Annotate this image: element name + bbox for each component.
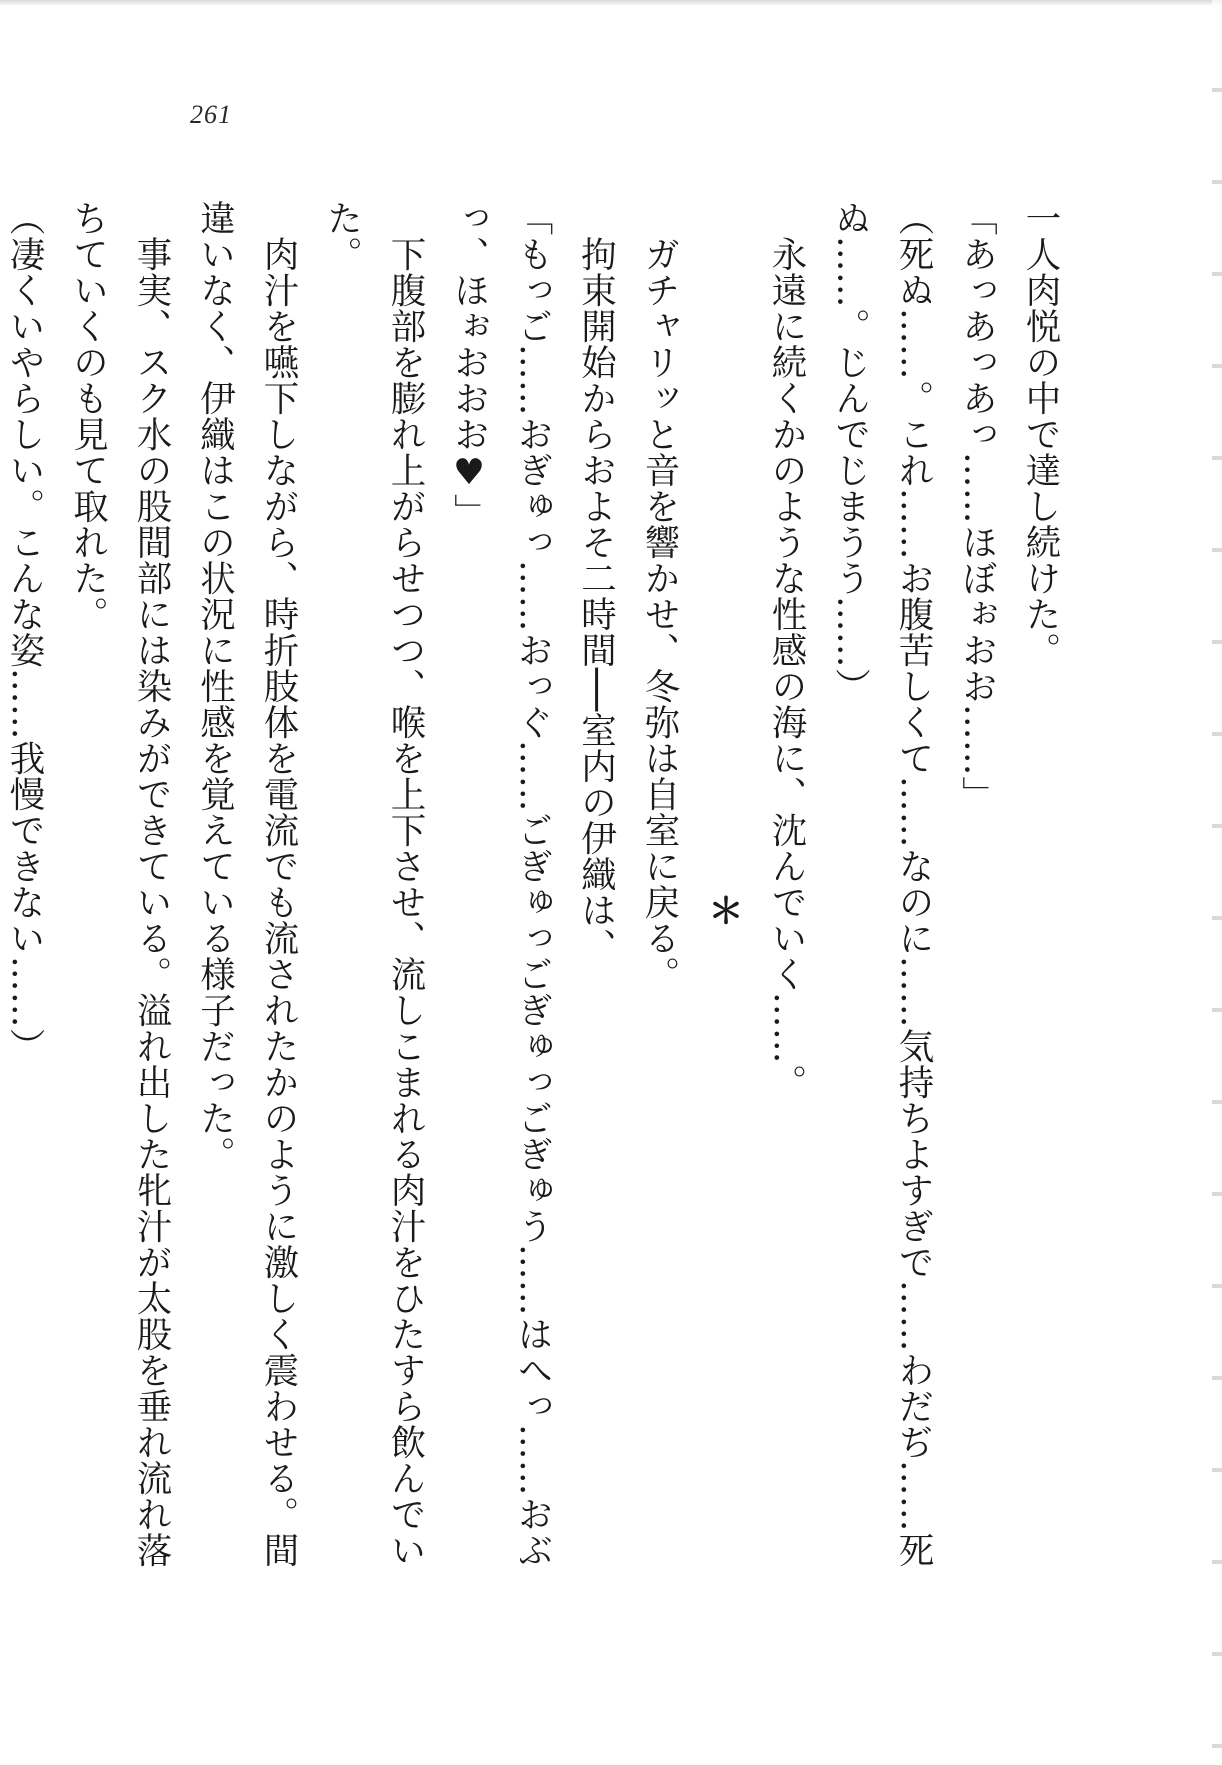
text-line: ちていくのも見て取れた。 xyxy=(67,200,109,632)
text-line: 違いなく、伊織はこの状況に性感を覚えている様子だった。 xyxy=(194,200,236,1172)
text-line: 事実、スク水の股間部には染みができている。溢れ出した牝汁が太股を垂れ流れ落 xyxy=(131,200,172,1568)
top-scan-rule xyxy=(0,0,1222,6)
vertical-text-body xyxy=(0,200,1072,1620)
text-line: っ、ほぉおおお♥」 xyxy=(448,200,490,530)
text-line: 永遠に続くかのような性感の海に、沈んでいく……。 xyxy=(766,200,807,1100)
text-line: ぬ……。じんでじまうう……） xyxy=(829,200,871,704)
right-scan-edge xyxy=(1212,0,1222,1765)
text-line: 肉汁を嚥下しながら、時折肢体を電流でも流されたかのように激しく震わせる。間 xyxy=(258,200,299,1568)
text-line: 「あっあっあっ……ほぼぉおお……」 xyxy=(956,200,998,812)
text-line: 下腹部を膨れ上がらせつつ、喉を上下させ、流しこまれる肉汁をひたすら飲んでい xyxy=(385,200,426,1568)
text-line: （凄くいやらしい。こんな姿……我慢できない……） xyxy=(4,200,45,1064)
text-line: た。 xyxy=(321,200,363,272)
text-line: （死ぬ……。これ……お腹苦しくて……なのに……気持ちよすぎで……わだぢ……死 xyxy=(893,200,934,1568)
text-line: 一人肉悦の中で達し続けた。 xyxy=(1020,200,1061,668)
text-line: 拘束開始からおよそ二時間──室内の伊織は、 xyxy=(575,200,617,964)
page-number: 261 xyxy=(190,100,232,129)
text-line: 「もっご……おぎゅっ……おっぐ……ごぎゅっごぎゅっごぎゅう……はへっ……おぶ xyxy=(512,200,553,1568)
text-line: ガチャリッと音を響かせ、冬弥は自室に戻る。 xyxy=(639,200,680,992)
scene-break-asterisk: ＊ xyxy=(702,892,744,928)
